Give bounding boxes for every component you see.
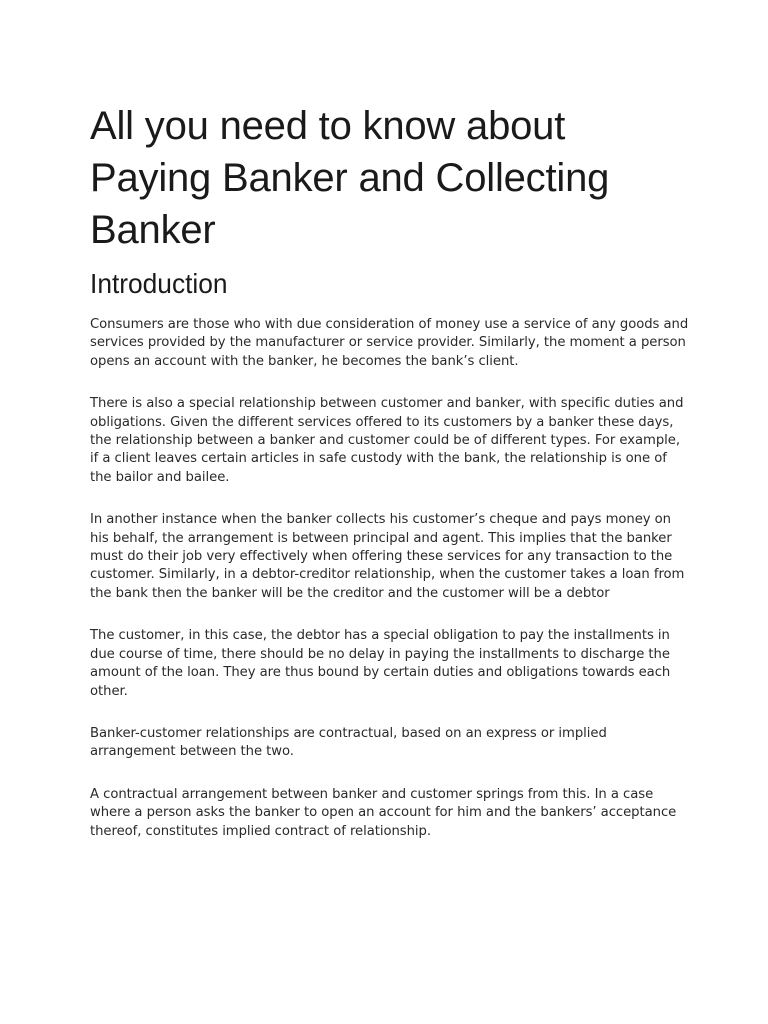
paragraph: There is also a special relationship between customer and banker, with specific duties and obligations. Given the different services offered to its customers by a banker these days, the relationship between a banker and customer could be of different types. For example, if a client leaves certain articles in safe custody with the bank, the relationship is one of the bailor and bailee. (90, 396, 684, 485)
section-heading-introduction: Introduction (90, 268, 228, 299)
document-content (90, 100, 690, 865)
paragraph: A contractual arrangement between banker and customer springs from this. In a case where a person asks the banker to open an account for him and the bankers’ acceptance thereof, constitutes implied contract of relationship. (90, 786, 677, 839)
paragraph: Banker-customer relationships are contractual, based on an express or implied arrangement between the two. (90, 725, 607, 760)
paragraph: Consumers are those who with due consideration of money use a service of any goods and services provided by the manufacturer or service provider. Similarly, the moment a person opens an account with the banker, he becomes the bank’s client. (90, 317, 689, 369)
document-title: All you need to know about Paying Banker and Collecting Banker (90, 104, 610, 252)
paragraph: In another instance when the banker collects his customer’s cheque and pays money on his behalf, the arrangement is between principal and agent. This implies that the banker must do their job very effectively when offering these services for any transaction to the customer. Similarly, in a debtor-creditor relationship, when the customer takes a loan from the bank then the banker will be the creditor and the customer will be a debtor (90, 512, 685, 601)
paragraph: The customer, in this case, the debtor has a special obligation to pay the installments in due course of time, there should be no delay in paying the installments to discharge the amount of the loan. They are thus bound by certain duties and obligations towards each other. (90, 628, 671, 699)
